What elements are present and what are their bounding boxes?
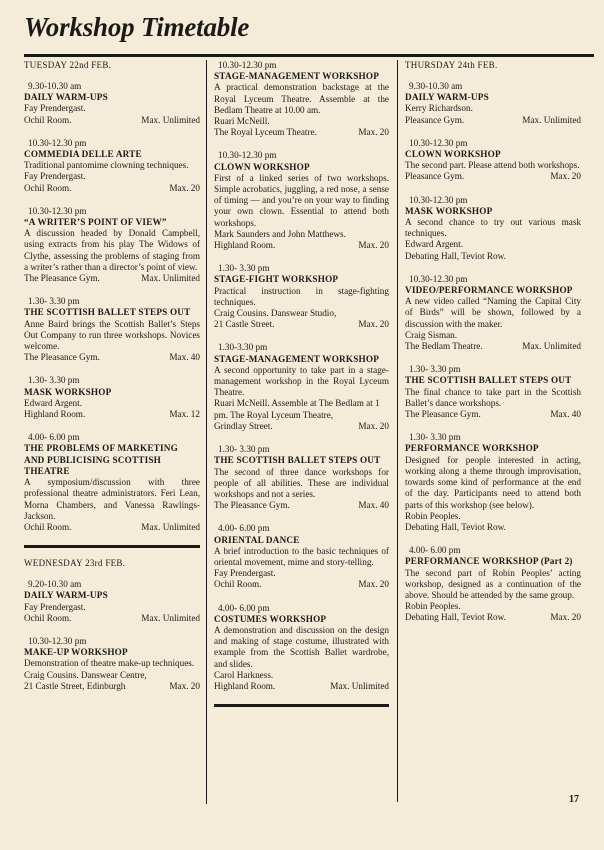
event-capacity: Max. 20 [169,680,200,691]
event-description: A discussion headed by Donald Campbell, using extracts from his play The Widows of Clythe, assessing the problems of staging from a writer’s rather than a director’s point of view. [24,228,200,272]
day-heading: WEDNESDAY 23rd FEB. [24,558,126,569]
event-capacity: Max. 20 [550,612,581,623]
event-time: 10.30-12.30 pm [218,60,277,70]
event-location-row [405,409,581,420]
event-title: THE SCOTTISH BALLET STEPS OUT [24,307,191,318]
event-title: COMMEDIA DELLE ARTE [24,149,142,160]
event-location: Pleasance Gym. [405,171,465,182]
event-time: 1.30- 3.30 pm [28,296,80,307]
event-description: The final chance to take part in the Scottish Ballet’s dance workshops. [405,386,581,408]
column-1 [24,60,200,704]
section-rule [24,545,200,548]
event-time: 1.30- 3.30 pm [218,263,270,274]
event-title: ORIENTAL DANCE [214,534,300,545]
event-entry [405,195,581,262]
event-time: 4.00- 6.00 pm [28,432,80,443]
event-presenter: Fay Prendergast. [24,103,86,114]
event-entry [214,60,389,138]
event-location-row [214,319,389,330]
event-description: A new video called “Naming the Capital City of Birds” will be shown, followed by a discussion with the maker. [405,296,581,329]
event-title: STAGE-MANAGEMENT WORKSHOP [214,71,380,82]
event-title: STAGE-MANAGEMENT WORKSHOP [214,353,380,364]
column-3 [405,60,581,636]
event-time: 4.00- 6.00 pm [218,602,270,613]
event-location: Highland Room. [214,680,276,691]
event-capacity: Max. 20 [358,127,389,138]
event-location-row [24,183,200,194]
event-time: 10.30-12.30 pm [28,635,87,646]
event-presenter: Ruari McNeill. Assemble at The Bedlam at 1 pm. The Royal Lyceum Theatre, [214,398,380,420]
event-location: The Pleasance Gym. [24,273,100,284]
event-title: VIDEO/PERFORMANCE WORKSHOP [405,285,573,296]
event-capacity: Max. 20 [358,319,389,330]
event-entry [214,523,389,590]
event-description: The second part of Robin Peoples’ acting workshop, designed as a continuation of the above. Should be attended by the same group. [405,567,581,600]
event-description: Practical instruction in stage-fighting techniques. [214,285,389,307]
event-description: Traditional pantomime clowning techniques. [24,160,189,171]
event-entry [405,274,581,352]
event-location-row [405,115,581,126]
event-presenter: Carol Harkness. [214,669,274,680]
event-location: 21 Castle Street, Edinburgh [24,680,126,691]
event-title: MASK WORKSHOP [405,205,493,216]
event-location: Ochil Room. [24,521,72,532]
event-location-row [214,240,389,251]
event-description: A symposium/discussion with three professional theatre administrators. Feri Lean, Morna Chambers, and Vanessa Rawlings-Jackson. [24,477,200,521]
event-capacity: Max. 40 [169,352,200,363]
header-rule [24,54,594,57]
event-location-row [24,409,200,420]
event-time: 1.30- 3.30 pm [409,432,461,443]
event-time: 9.30-10.30 am [409,81,463,91]
event-capacity: Max. 20 [358,420,389,431]
event-entry [214,342,389,432]
event-title: DAILY WARM-UPS [405,92,489,103]
event-capacity: Max. 40 [358,500,389,511]
event-time: 10.30-12.30 pm [409,137,468,148]
event-location-row [405,171,581,182]
event-presenter: Robin Peoples. [405,601,461,612]
event-location: Pleasance Gym. [405,114,465,125]
event-location: The Pleasance Gym. [214,500,290,511]
event-time: 4.00- 6.00 pm [409,545,461,556]
event-entry [24,296,200,363]
event-location-row [214,500,389,511]
event-entry [214,444,389,511]
event-capacity: Max. Unlimited [141,273,200,284]
event-entry [24,81,200,126]
event-location-row [24,115,200,126]
event-description: A practical demonstration backstage at the Royal Lyceum Theatre. Assemble at the Bedlam Theatre at 10.00 am. [214,82,389,115]
event-entry [214,603,389,693]
event-presenter: Fay Prendergast. [214,568,276,579]
event-capacity: Max. 20 [169,182,200,193]
event-capacity: Max. Unlimited [522,114,581,125]
event-location-row [214,127,389,138]
event-presenter: Fay Prendergast. [24,601,86,612]
event-capacity: Max. 40 [550,409,581,420]
event-capacity: Max. Unlimited [522,341,581,352]
event-location-row [24,352,200,363]
page-title: Workshop Timetable [24,12,250,42]
event-location-row [24,613,200,624]
event-time: 1.30- 3.30 pm [409,364,461,375]
event-title: THE SCOTTISH BALLET STEPS OUT [214,455,381,466]
event-capacity: Max. Unlimited [330,680,389,691]
event-title: CLOWN WORKSHOP [214,161,310,172]
event-location-row [214,579,389,590]
event-time: 9.20-10.30 am [28,579,82,590]
event-location-row [24,681,200,692]
event-title: CLOWN WORKSHOP [405,149,501,160]
event-description: Demonstration of theatre make-up techniques. [24,658,195,669]
event-description: The second part. Please attend both workshops. [405,160,580,171]
event-time: 1.30- 3.30 pm [218,444,270,455]
event-location: Ochil Room. [24,182,72,193]
event-time: 9.30-10.30 am [28,81,82,91]
event-presenter: Robin Peoples. [405,510,461,521]
event-capacity: Max. 20 [358,579,389,590]
event-time: 1.30-3.30 pm [218,342,268,353]
event-entry [24,206,200,284]
day-heading: TUESDAY 22nd FEB. [24,60,112,70]
event-description: Anne Baird brings the Scottish Ballet’s Steps Out Company to run three workshops. Novices welcome. [24,318,200,352]
event-entry [405,545,581,623]
column-2 [214,60,389,707]
event-time: 4.00- 6.00 pm [218,523,270,534]
event-presenter: Edward Argent. [405,239,464,250]
event-entry [24,375,200,420]
event-entry [24,432,200,533]
event-capacity: Max. Unlimited [141,612,200,623]
event-location: 21 Castle Street. [214,319,275,330]
event-presenter: Ruari McNeill. [214,116,270,127]
event-location: Debating Hall, Teviot Row. [405,612,506,623]
event-time: 10.30-12.30 pm [28,137,87,148]
event-title: PERFORMANCE WORKSHOP (Part 2) [405,556,573,567]
event-location: Debating Hall, Teviot Row. [405,250,506,261]
event-presenter: Fay Prendergast. [24,171,86,182]
event-location: Highland Room. [24,409,86,420]
event-entry [405,432,581,533]
event-entry [214,150,389,251]
event-title: “A WRITER’S POINT OF VIEW” [24,217,167,228]
event-time: 10.30-12.30 pm [409,194,468,205]
event-presenter: Craig Cousins. Danswear Centre, [24,669,147,680]
event-description: First of a linked series of two workshops. Simple acrobatics, juggling, a red nose, a sense of timing — and you’re on your way to finding your own clown. Essential to attend both workshops. [214,172,389,228]
event-time: 10.30-12.30 pm [409,273,468,284]
event-presenter: Kerry Richardson. [405,103,473,114]
event-location-row [24,522,200,533]
event-description: A second chance to try out various mask techniques. [405,217,581,239]
event-description: A second opportunity to take part in a stage-management workshop in the Royal Lyceum Theatre. [214,364,389,398]
event-location: The Pleasance Gym. [405,409,481,420]
event-location: The Royal Lyceum Theatre. [214,127,317,138]
event-entry [214,263,389,330]
event-time: 10.30-12.30 pm [28,205,87,216]
event-description: The second of three dance workshops for people of all abilities. These are individual workshops and not a series. [214,466,389,499]
event-location: Ochil Room. [214,579,262,590]
event-location: Grindlay Street. [214,420,273,431]
event-description: Designed for people interested in acting, working along a theme through improvisation, towards some kind of performance at the end of the day. Participants need to attend both parts of this workshop (see below). [405,454,581,510]
event-entry [405,364,581,420]
event-time: 1.30- 3.30 pm [28,375,80,386]
event-entry [405,138,581,183]
event-presenter: Mark Saunders and John Matthews. [214,228,346,239]
event-title: PERFORMANCE WORKSHOP [405,443,539,454]
event-location-row [214,421,389,432]
column-divider [206,60,207,804]
event-title: DAILY WARM-UPS [24,590,108,601]
event-capacity: Max. 20 [550,171,581,182]
event-title: THE SCOTTISH BALLET STEPS OUT [405,375,572,386]
event-title: COSTUMES WORKSHOP [214,613,327,624]
event-capacity: Max. 12 [169,409,200,420]
event-title: THE PROBLEMS OF MARKETING AND PUBLICISING SCOTTISH THEATRE [24,443,178,476]
event-location: Ochil Room. [24,114,72,125]
event-location-row [405,612,581,623]
event-title: MASK WORKSHOP [24,386,112,397]
event-location-row [405,341,581,352]
event-entry [405,81,581,126]
event-capacity: Max. Unlimited [141,114,200,125]
event-location: The Bedlam Theatre. [405,341,483,352]
event-title: MAKE-UP WORKSHOP [24,647,128,658]
event-presenter: Craig Sisman. [405,329,458,340]
event-location: Ochil Room. [24,612,72,623]
event-entry [24,579,200,624]
event-title: STAGE-FIGHT WORKSHOP [214,274,339,285]
event-location-row [405,522,581,533]
event-time: 10.30-12.30 pm [218,150,277,161]
event-entry [24,138,200,194]
event-entry [24,636,200,692]
column-divider [397,60,398,802]
event-presenter: Craig Cousins. Danswear Studio, [214,308,337,319]
event-location: Highland Room. [214,240,276,251]
page-number: 17 [569,794,579,805]
event-description: A brief introduction to the basic techniques of oriental movement, mime and story-telling. [214,545,389,567]
day-heading: THURSDAY 24th FEB. [405,60,498,70]
event-location-row [214,681,389,692]
event-presenter: Edward Argent. [24,397,83,408]
event-location-row [405,251,581,262]
event-title: DAILY WARM-UPS [24,92,108,103]
event-capacity: Max. 20 [358,240,389,251]
event-capacity: Max. Unlimited [141,521,200,532]
event-location: Debating Hall, Teviot Row. [405,521,506,532]
event-location-row [24,273,200,284]
event-description: A demonstration and discussion on the design and making of stage costume, illustrated with example from the Scottish Ballet wardrobe, and slides. [214,624,389,669]
event-location: The Pleasance Gym. [24,352,100,363]
column-end-rule [214,704,389,707]
